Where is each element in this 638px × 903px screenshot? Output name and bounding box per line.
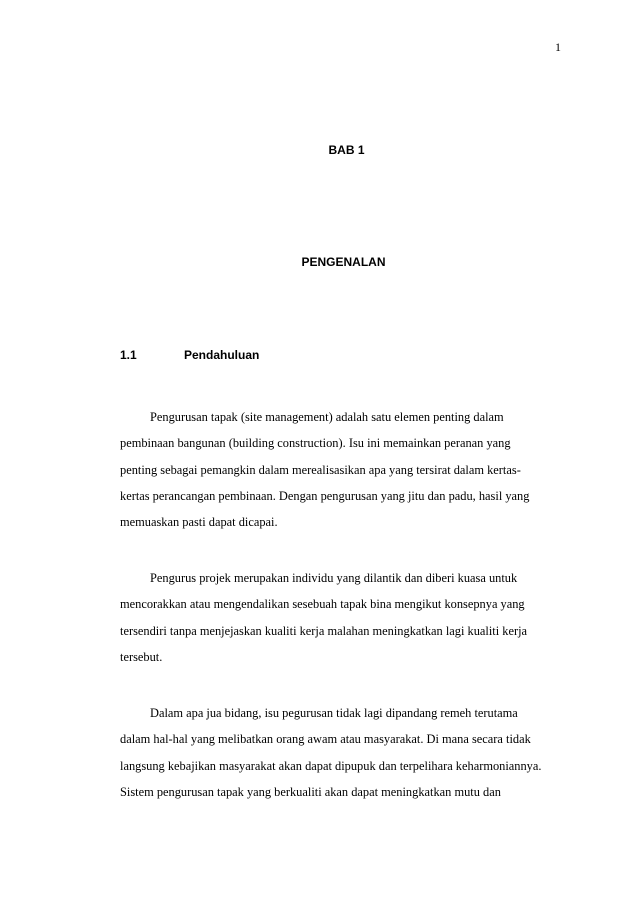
chapter-title: PENGENALAN: [301, 255, 386, 269]
paragraph-line: Dalam apa jua bidang, isu pegurusan tidak lagi dipandang remeh terutama: [150, 706, 518, 720]
paragraph-line: pembinaan bangunan (building construction). Isu ini memainkan peranan yang: [120, 436, 511, 451]
paragraph-line: tersebut.: [120, 649, 163, 664]
page-number: 1: [555, 40, 561, 54]
paragraph-line: Sistem pengurusan tapak yang berkualiti akan dapat meningkatkan mutu dan: [120, 784, 501, 799]
paragraph-line: tersendiri tanpa menjejaskan kualiti kerja malahan meningkatkan lagi kualiti kerja: [120, 623, 528, 638]
paragraph-line: memuaskan pasti dapat dicapai.: [120, 515, 278, 530]
paragraph-3: [120, 700, 565, 805]
paragraph-line: langsung kebajikan masyarakat akan dapat dipupuk dan terpelihara keharmoniannya.: [120, 758, 542, 773]
paragraph-line: mencorakkan atau mengendalikan sesebuah tapak bina mengikut konsepnya yang: [120, 597, 525, 612]
section-number: 1.1: [120, 348, 137, 362]
paragraph-line: dalam hal-hal yang melibatkan orang awam atau masyarakat. Di mana secara tidak: [120, 732, 531, 747]
section-title: Pendahuluan: [184, 348, 260, 362]
chapter-label: BAB 1: [328, 143, 365, 157]
section-heading: [120, 348, 259, 362]
paragraph-1: [120, 404, 565, 535]
paragraph-line: Pengurusan tapak (site management) adalah satu elemen penting dalam: [150, 410, 504, 424]
paragraph-line: Pengurus projek merupakan individu yang dilantik dan diberi kuasa untuk: [150, 571, 518, 585]
paragraph-2: [120, 565, 565, 670]
paragraph-line: kertas perancangan pembinaan. Dengan pengurusan yang jitu dan padu, hasil yang: [120, 488, 530, 503]
paragraph-line: penting sebagai pemangkin dalam merealisasikan apa yang tersirat dalam kertas-: [120, 462, 521, 477]
